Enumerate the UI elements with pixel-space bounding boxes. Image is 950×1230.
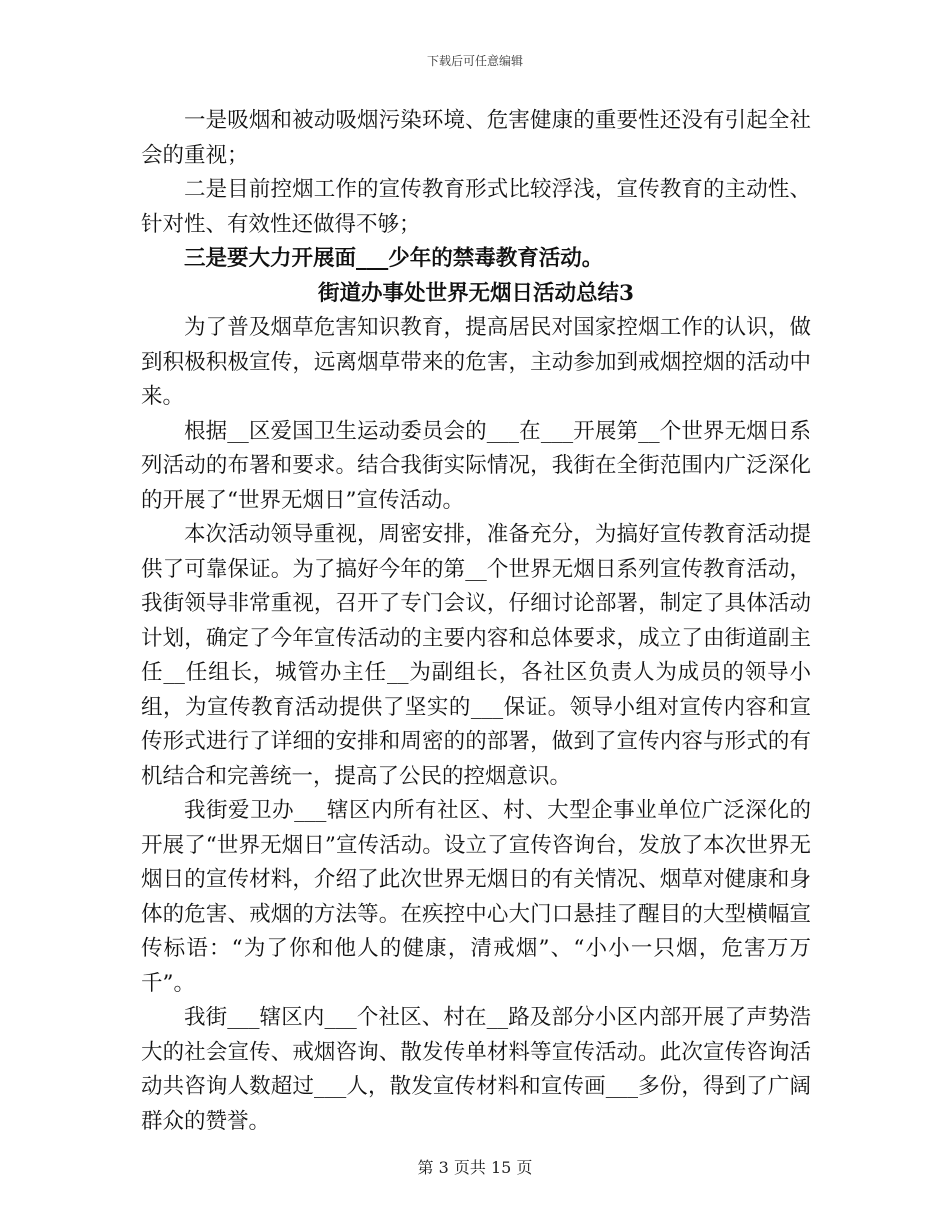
section-paragraph-intro: 为了普及烟草危害知识教育，提高居民对国家控烟工作的认识，做到积极积极宣传，远离烟草带来的危害，主动参加到戒烟控烟的活动中来。 [141,315,811,409]
section-paragraph-leadership: 本次活动领导重视，周密安排，准备充分，为搞好宣传教育活动提供了可靠保证。为了搞好今年的第__个世界无烟日系列宣传教育活动，我街领导非常重视，召开了专门会议，仔细讨论部署，制定了具体活动计划，确定了今年宣传活动的主要内容和总体要求，成立了由街道副主任__任组长，城管办主任__为副组长，各社区负责人为成员的领导小组，为宣传教育活动提供了坚实的___保证。领导小组对宣传内容和宣传形式进行了详细的安排和周密的的部署，做到了宣传内容与形式的有机结合和完善统一，提高了公民的控烟意识。 [141,522,811,789]
document-body [141,104,811,1139]
section-heading: 街道办事处世界无烟日活动总结3 [318,280,634,306]
paragraph-point-three: 三是要大力开展面___少年的禁毒教育活动。 [184,246,604,271]
paragraph-point-one: 一是吸烟和被动吸烟污染环境、危害健康的重要性还没有引起全社会的重视； [141,108,811,168]
page-number-footer: 第 3 页共 15 页 [417,1158,533,1177]
section-paragraph-campaign: 我街爱卫办___辖区内所有社区、村、大型企事业单位广泛深化的开展了“世界无烟日”宣传活动。设立了宣传咨询台，发放了本次世界无烟日的宣传材料，介绍了此次世界无烟日的有关情况、烟草对健康和身体的危害、戒烟的方法等。在疾控中心大门口悬挂了醒目的大型横幅宣传标语：“为了你和他人的健康，清戒烟”、“小小一只烟，危害万万千”。 [141,798,811,996]
section-paragraph-basis: 根据__区爱国卫生运动委员会的___在___开展第__个世界无烟日系列活动的布署和要求。结合我街实际情况，我街在全街范围内广泛深化的开展了“世界无烟日”宣传活动。 [141,418,811,513]
section-paragraph-outreach: 我街___辖区内___个社区、村在__路及部分小区内部开展了声势浩大的社会宣传、戒烟咨询、散发传单材料等宣传活动。此次宣传咨询活动共咨询人数超过___人，散发宣传材料和宣传画___多份，得到了广阔群众的赞誉。 [141,1005,811,1134]
page-header-note: 下载后可任意编辑 [426,54,523,68]
paragraph-point-two: 二是目前控烟工作的宣传教育形式比较浮浅，宣传教育的主动性、针对性、有效性还做得不够； [141,177,811,237]
